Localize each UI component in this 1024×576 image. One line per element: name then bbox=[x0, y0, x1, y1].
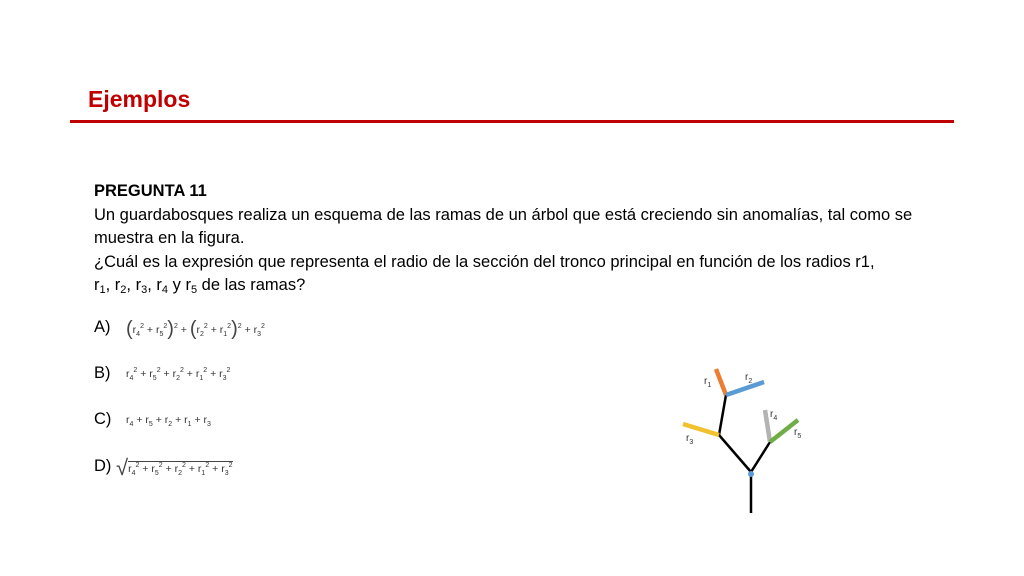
option-b-formula: $r_4^2 + r_5^2 + r_2^2 + r_1^2 + r_3^2$ bbox=[126, 367, 231, 382]
label-r4: $r_4$ bbox=[770, 409, 778, 422]
slide-title: Ejemplos bbox=[88, 86, 191, 112]
label-r5: $r_5$ bbox=[794, 427, 802, 440]
tree-branches-figure bbox=[660, 350, 830, 520]
segment-r1 bbox=[716, 369, 726, 395]
branch-left bbox=[719, 435, 751, 472]
question-ask: ¿Cuál es la expresión que representa el radio de la sección del tronco principal en función de los radios r1, $r_1$, $r_2$, $r_3$, $r_4$ y $r_5$ de las ramas? bbox=[94, 252, 875, 296]
option-c-letter: C) bbox=[94, 410, 112, 428]
branch-upper-left bbox=[719, 395, 726, 435]
ask-text: ¿Cuál es la expresión que representa el radio de la sección del tronco principal en función de los radios r1, bbox=[94, 252, 875, 271]
option-a-formula: $(r_4^2 + r_5^2)^2 + (r_2^2 + r_1^2)^2 + r_3^2$ bbox=[126, 318, 265, 340]
label-r1: $r_1$ bbox=[704, 376, 712, 389]
branch-right bbox=[751, 442, 770, 472]
label-r3: $r_3$ bbox=[686, 433, 694, 446]
question-heading: PREGUNTA 11 bbox=[94, 182, 207, 200]
question-block bbox=[94, 180, 944, 298]
option-b-letter: B) bbox=[94, 364, 111, 382]
trunk-node bbox=[748, 471, 754, 477]
segment-r2 bbox=[726, 382, 764, 395]
title-underline bbox=[70, 120, 954, 123]
radical-sign: √ bbox=[116, 455, 129, 480]
option-d-letter: D) bbox=[94, 457, 112, 475]
option-a-letter: A) bbox=[94, 318, 111, 336]
question-statement: Un guardabosques realiza un esquema de las ramas de un árbol que está creciendo sin anomalías, tal como se muestra en la figura. bbox=[94, 205, 913, 247]
option-c-formula: $r_4 + r_5 + r_2 + r_1 + r_3$ bbox=[126, 414, 211, 428]
label-r2: $r_2$ bbox=[745, 372, 753, 385]
radicand: $r_4^2 + r_5^2 + r_2^2 + r_1^2 + r_3^2$ bbox=[128, 462, 233, 477]
option-d-formula bbox=[116, 455, 233, 481]
